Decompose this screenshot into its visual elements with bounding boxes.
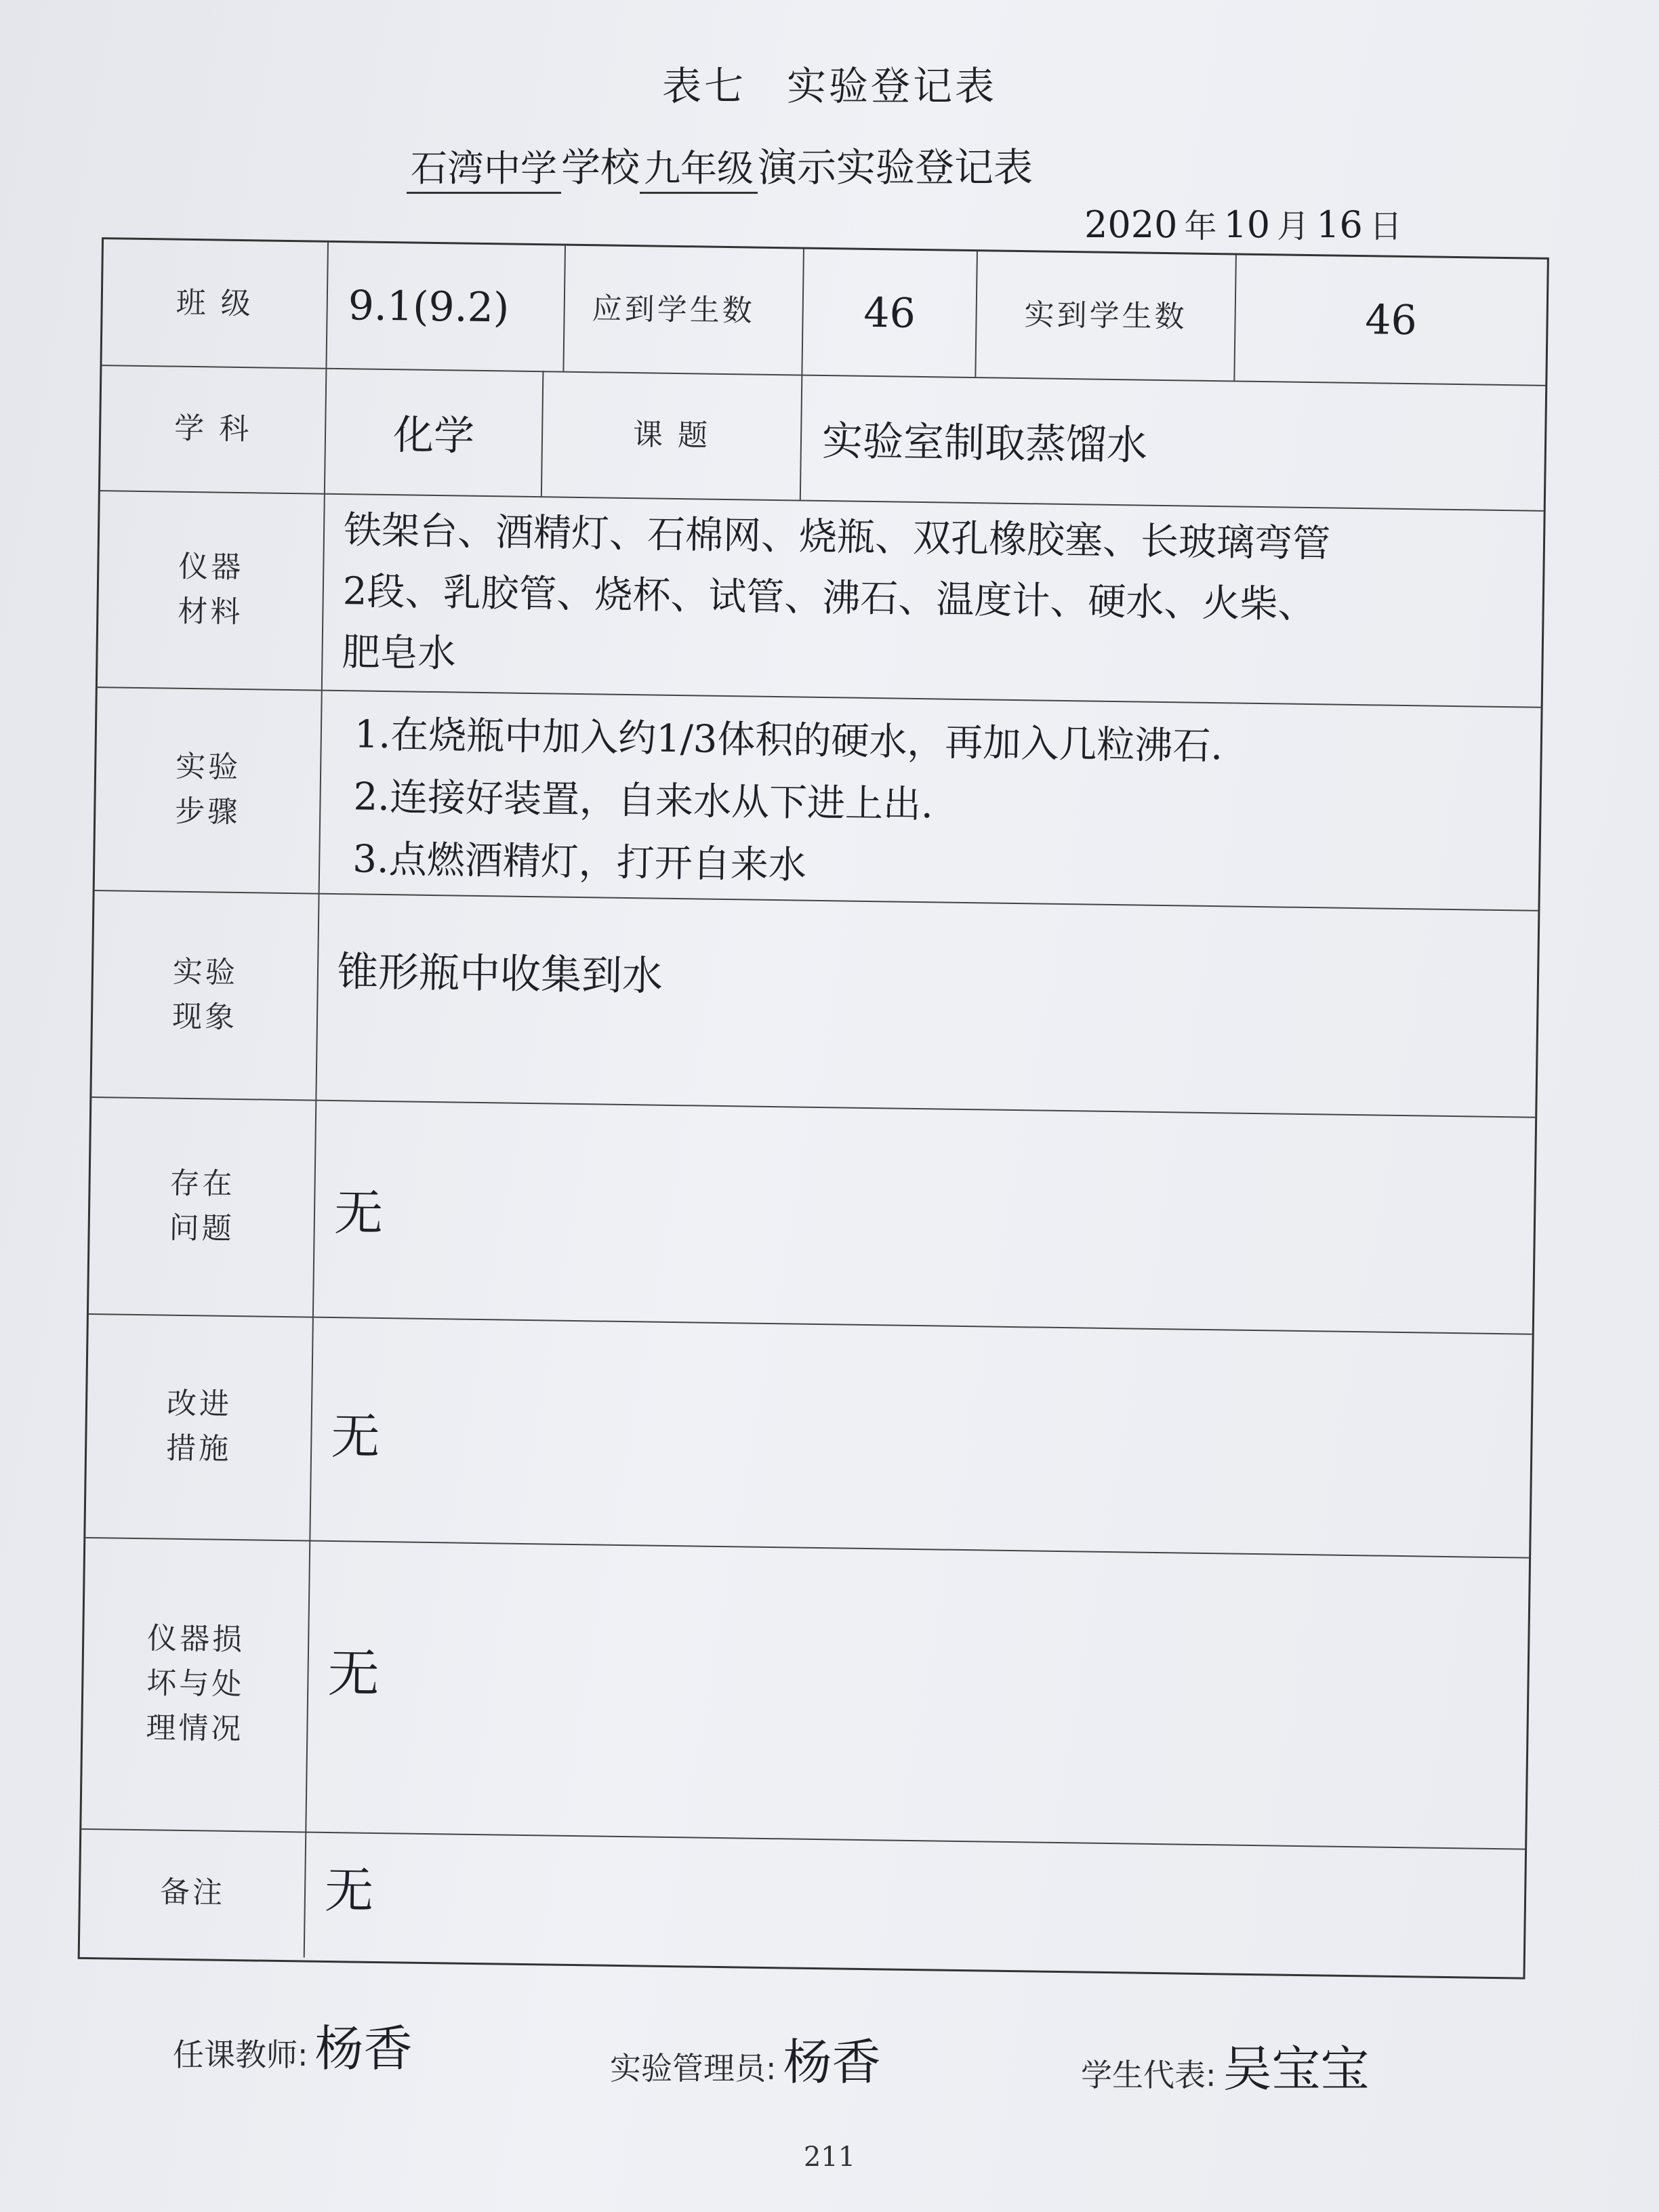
remarks-label: 备注: [80, 1828, 307, 1958]
page-number: 211: [803, 2142, 856, 2173]
expected-students-value: 46: [802, 249, 978, 377]
row-class: [102, 239, 1547, 386]
row-steps: [95, 687, 1541, 912]
student-name: 吴宝宝: [1223, 2041, 1370, 2097]
date-year-unit: 年: [1184, 207, 1217, 245]
equipment-label: 仪器 材料: [98, 490, 325, 690]
student-label: 学生代表:: [1081, 2057, 1216, 2093]
phenomenon-label: 实验 现象: [91, 890, 319, 1100]
class-label: 班 级: [102, 239, 329, 368]
row-equipment: [98, 490, 1544, 708]
row-problems: [89, 1097, 1535, 1335]
registration-table: [78, 237, 1549, 1980]
school-name: 石湾中学: [407, 140, 561, 194]
subject-label: 学 科: [100, 365, 327, 493]
date-month-unit: 月: [1277, 207, 1310, 245]
student-signature: [1081, 2030, 1370, 2100]
row-remarks: [80, 1828, 1525, 1975]
date-year: 2020: [1084, 203, 1178, 246]
topic-label: 课 题: [542, 371, 803, 499]
table-number: 表七: [661, 63, 746, 109]
improvement-value: 无: [330, 1407, 381, 1465]
steps-label: 实验 步骤: [95, 687, 323, 893]
problems-value: 无: [333, 1184, 384, 1242]
grade: 九年级: [640, 140, 758, 194]
expected-students-label: 应到学生数: [544, 245, 804, 374]
remarks-value: 无: [324, 1861, 374, 1919]
steps-value: 1.在烧瓶中加入约1/3体积的硬水，再加入几粒沸石. 2.连接好装置，自来水从下进上出. 3.点燃酒精灯，打开自来水: [352, 712, 1223, 888]
teacher-name: 杨香: [314, 2020, 413, 2077]
class-value: 9.1(9.2): [327, 243, 566, 371]
date-line: [1078, 200, 1402, 247]
admin-label: 实验管理员:: [610, 2050, 777, 2087]
subtitle-suffix: 演示实验登记表: [758, 144, 1033, 190]
teacher-signature: [173, 2009, 413, 2080]
page-title: [0, 54, 1659, 111]
damage-value: 无: [327, 1642, 380, 1704]
date-month: 10: [1223, 203, 1271, 246]
admin-signature: [610, 2023, 881, 2093]
teacher-label: 任课教师:: [173, 2036, 308, 2073]
row-phenomenon: [91, 890, 1538, 1118]
improvement-label: 改进 措施: [85, 1313, 314, 1540]
actual-students-value: 46: [1364, 295, 1418, 344]
topic-value: 实验室制取蒸馏水: [821, 417, 1148, 470]
subtitle: [407, 136, 1033, 194]
row-improvement: [85, 1313, 1532, 1559]
equipment-value: 铁架台、酒精灯、石棉网、烧瓶、双孔橡胶塞、长玻璃弯管 2段、乳胶管、烧杯、试管、沸石、温度计、硬水、火柴、 肥皂水: [342, 508, 1331, 676]
problems-label: 存在 问题: [89, 1097, 316, 1317]
school-suffix: 学校: [561, 144, 640, 190]
date-day: 16: [1316, 203, 1363, 246]
form-title: 实验登记表: [787, 63, 998, 109]
date-day-unit: 日: [1369, 207, 1402, 245]
actual-students-label: 实到学生数: [976, 251, 1237, 380]
phenomenon-value: 锥形瓶中收集到水: [337, 948, 663, 1000]
admin-name: 杨香: [783, 2034, 881, 2091]
row-subject: [100, 365, 1545, 512]
damage-label: 仪器损 坏与处 理情况: [81, 1537, 310, 1832]
subject-value: 化学: [325, 368, 544, 496]
row-damage: [81, 1537, 1529, 1850]
